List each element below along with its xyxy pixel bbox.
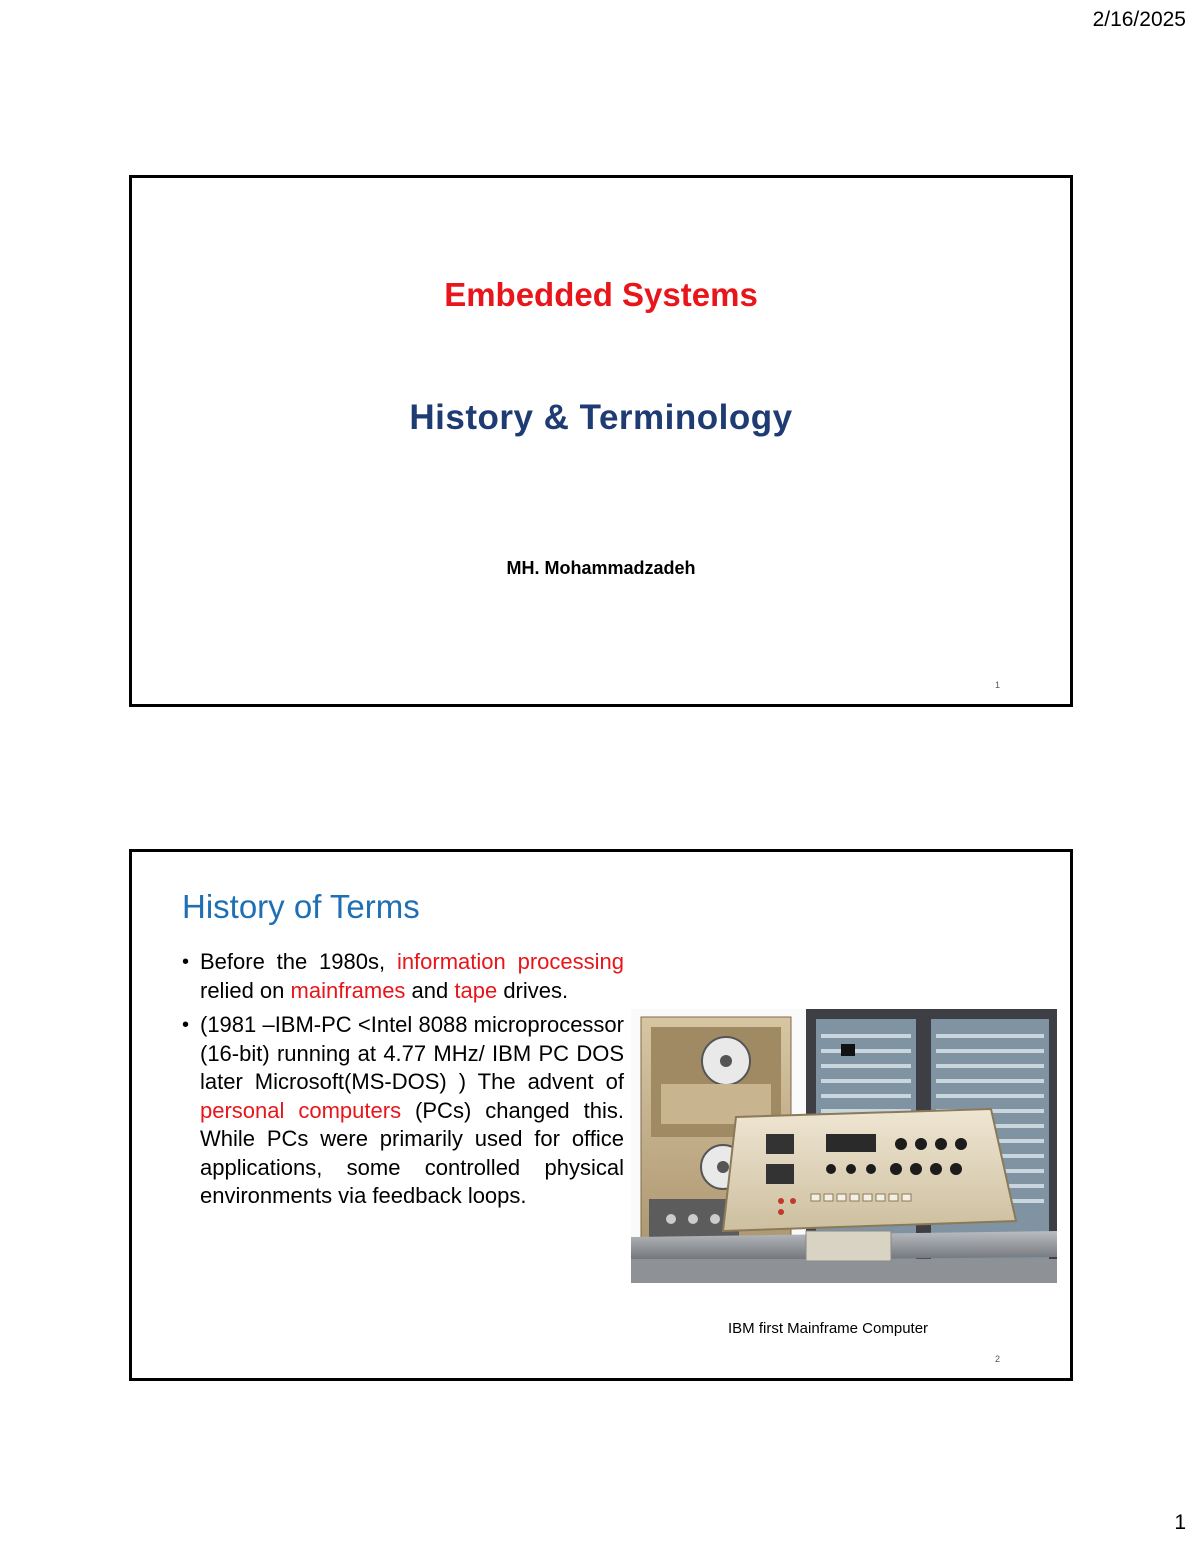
mainframe-photo bbox=[631, 1009, 1057, 1283]
slide-number: 1 bbox=[994, 680, 1000, 690]
bullet-item: • (1981 –IBM-PC <Intel 8088 microprocessor (16-bit) running at 4.77 MHz/ IBM PC DOS later Microsoft(MS-DOS) ) The advent of personal computers (PCs) changed this. While PCs were primarily used for office applications, some controlled physical environments via feedback loops. bbox=[182, 1011, 624, 1211]
slide-2 bbox=[129, 849, 1073, 1381]
image-caption: IBM first Mainframe Computer bbox=[728, 1320, 929, 1337]
highlight-term: information processing bbox=[396, 949, 624, 974]
highlight-term: mainframes bbox=[290, 977, 406, 1003]
slide-title: Embedded Systems bbox=[444, 276, 758, 313]
author-name: MH. Mohammadzadeh bbox=[506, 558, 696, 578]
slide-heading: History of Terms bbox=[182, 888, 420, 925]
slide-subtitle: History & Terminology bbox=[409, 398, 793, 437]
bullet-item: • Before the 1980s, information processing relied on mainframes and tape drives. bbox=[182, 948, 624, 1005]
highlight-term: personal computers bbox=[200, 1097, 402, 1123]
page-date: 2/16/2025 bbox=[1092, 8, 1186, 31]
slide-1 bbox=[129, 175, 1073, 707]
highlight-term: tape bbox=[454, 977, 498, 1003]
slide-number: 2 bbox=[994, 1354, 1000, 1364]
page-number: 1 bbox=[1174, 1511, 1186, 1534]
bullet-list bbox=[182, 948, 624, 1217]
